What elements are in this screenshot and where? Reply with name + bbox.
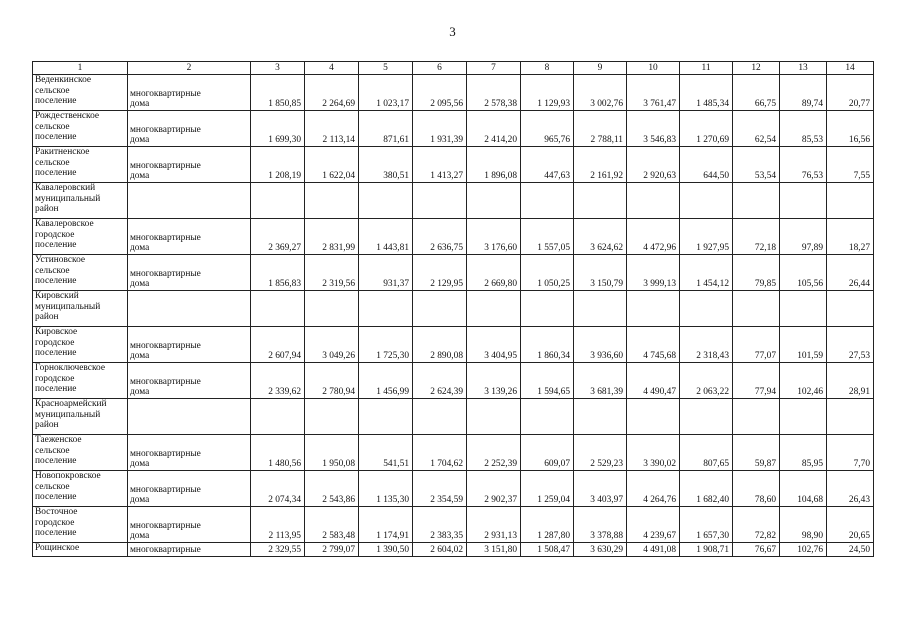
page-number: 3 — [449, 24, 456, 39]
housing-type-line: многоквартирные — [130, 520, 201, 531]
value-cell-col-3 — [251, 399, 305, 435]
value-cell-col-6 — [413, 183, 467, 219]
value-cell-col-3: 2 074,34 — [251, 471, 305, 507]
table-row — [33, 183, 874, 219]
housing-type-line: дома — [130, 495, 150, 506]
value-cell-col-6: 1 413,27 — [413, 147, 467, 183]
column-header-8: 8 — [521, 62, 574, 75]
value-cell-col-10: 4 491,08 — [627, 543, 680, 557]
value-cell-col-7: 3 139,26 — [467, 363, 521, 399]
housing-type-line: дома — [130, 243, 150, 254]
value-cell-col-3: 2 369,27 — [251, 219, 305, 255]
housing-type-line: многоквартирные — [130, 124, 201, 135]
settlement-name-line: поселение — [35, 276, 77, 287]
value-cell-col-6: 1 704,62 — [413, 435, 467, 471]
value-cell-col-13: 105,56 — [780, 255, 827, 291]
housing-type — [128, 507, 251, 543]
value-cell-col-7: 2 669,80 — [467, 255, 521, 291]
value-cell-col-12: 76,67 — [733, 543, 780, 557]
settlement-name-line: сельское — [35, 121, 70, 132]
value-cell-col-3 — [251, 183, 305, 219]
settlement-name-line: поселение — [35, 96, 77, 107]
table-row — [33, 327, 874, 363]
column-header-12: 12 — [733, 62, 780, 75]
value-cell-col-5: 1 023,17 — [359, 75, 413, 111]
value-cell-col-6 — [413, 399, 467, 435]
value-cell-col-12: 77,94 — [733, 363, 780, 399]
value-cell-col-3: 2 329,55 — [251, 543, 305, 557]
value-cell-col-3: 1 208,19 — [251, 147, 305, 183]
value-cell-col-8: 609,07 — [521, 435, 574, 471]
value-cell-col-6: 2 624,39 — [413, 363, 467, 399]
column-header-13: 13 — [780, 62, 827, 75]
value-cell-col-8: 1 557,05 — [521, 219, 574, 255]
value-cell-col-9: 3 002,76 — [574, 75, 627, 111]
settlement-name-line: сельское — [35, 265, 70, 276]
settlement-name-line: Кировское — [35, 327, 78, 337]
value-cell-col-14: 27,53 — [827, 327, 874, 363]
value-cell-col-14: 18,27 — [827, 219, 874, 255]
value-cell-col-12: 72,82 — [733, 507, 780, 543]
value-cell-col-10 — [627, 291, 680, 327]
value-cell-col-11: 1 682,40 — [680, 471, 733, 507]
value-cell-col-6: 2 604,02 — [413, 543, 467, 557]
housing-type — [128, 471, 251, 507]
settlement-name-line: городское — [35, 337, 75, 348]
value-cell-col-9: 3 630,29 — [574, 543, 627, 557]
value-cell-col-11: 1 927,95 — [680, 219, 733, 255]
value-cell-col-9: 2 529,23 — [574, 435, 627, 471]
value-cell-col-14: 28,91 — [827, 363, 874, 399]
value-cell-col-14 — [827, 183, 874, 219]
housing-type-line: дома — [130, 351, 150, 362]
housing-type — [128, 183, 251, 219]
value-cell-col-5: 1 390,50 — [359, 543, 413, 557]
value-cell-col-10: 3 546,83 — [627, 111, 680, 147]
value-cell-col-10: 4 472,96 — [627, 219, 680, 255]
value-cell-col-9: 3 378,88 — [574, 507, 627, 543]
value-cell-col-7: 1 896,08 — [467, 147, 521, 183]
value-cell-col-11: 2 063,22 — [680, 363, 733, 399]
value-cell-col-14: 20,65 — [827, 507, 874, 543]
settlement-name-line: Горноключевское — [35, 363, 106, 373]
settlement-name-line: Устиновское — [35, 255, 86, 265]
settlement-name-line: поселение — [35, 168, 77, 179]
value-cell-col-6: 2 354,59 — [413, 471, 467, 507]
value-cell-col-9: 3 624,62 — [574, 219, 627, 255]
value-cell-col-14 — [827, 291, 874, 327]
value-cell-col-12: 72,18 — [733, 219, 780, 255]
settlement-name-line: городское — [35, 229, 75, 240]
value-cell-col-7: 2 414,20 — [467, 111, 521, 147]
value-cell-col-8: 965,76 — [521, 111, 574, 147]
value-cell-col-4: 2 543,86 — [305, 471, 359, 507]
value-cell-col-4: 3 049,26 — [305, 327, 359, 363]
settlement-name-line: городское — [35, 517, 75, 528]
value-cell-col-12 — [733, 183, 780, 219]
value-cell-col-6: 2 890,08 — [413, 327, 467, 363]
housing-type-line: дома — [130, 135, 150, 146]
value-cell-col-8: 1 508,47 — [521, 543, 574, 557]
column-header-3: 3 — [251, 62, 305, 75]
value-cell-col-13: 101,59 — [780, 327, 827, 363]
value-cell-col-12: 66,75 — [733, 75, 780, 111]
settlement-name — [33, 471, 128, 507]
value-cell-col-10: 4 264,76 — [627, 471, 680, 507]
value-cell-col-9: 3 403,97 — [574, 471, 627, 507]
value-cell-col-13: 97,89 — [780, 219, 827, 255]
housing-type-line: дома — [130, 99, 150, 110]
settlement-name — [33, 255, 128, 291]
value-cell-col-9: 2 788,11 — [574, 111, 627, 147]
table-row — [33, 507, 874, 543]
housing-type-line: многоквартирные — [130, 340, 201, 351]
value-cell-col-3: 1 856,83 — [251, 255, 305, 291]
housing-type — [128, 291, 251, 327]
value-cell-col-13: 104,68 — [780, 471, 827, 507]
value-cell-col-3 — [251, 291, 305, 327]
housing-type-line: дома — [130, 459, 150, 470]
value-cell-col-12: 62,54 — [733, 111, 780, 147]
housing-type-line: многоквартирные — [130, 88, 201, 99]
housing-type — [128, 543, 251, 557]
value-cell-col-8: 447,63 — [521, 147, 574, 183]
value-cell-col-10: 3 390,02 — [627, 435, 680, 471]
settlement-name-line: Кавалеровское — [35, 219, 94, 229]
settlement-name — [33, 543, 128, 557]
table-row — [33, 435, 874, 471]
settlement-name — [33, 399, 128, 435]
value-cell-col-12: 53,54 — [733, 147, 780, 183]
column-header-7: 7 — [467, 62, 521, 75]
column-header-5: 5 — [359, 62, 413, 75]
value-cell-col-3: 1 699,30 — [251, 111, 305, 147]
value-cell-col-9: 3 150,79 — [574, 255, 627, 291]
settlement-name-line: поселение — [35, 456, 77, 467]
value-cell-col-6 — [413, 291, 467, 327]
settlement-name-line: Ракитненское — [35, 147, 90, 157]
settlement-name — [33, 291, 128, 327]
value-cell-col-5: 1 174,91 — [359, 507, 413, 543]
value-cell-col-9: 3 681,39 — [574, 363, 627, 399]
column-header-10: 10 — [627, 62, 680, 75]
housing-type — [128, 111, 251, 147]
column-header-9: 9 — [574, 62, 627, 75]
value-cell-col-8 — [521, 291, 574, 327]
value-cell-col-14: 20,77 — [827, 75, 874, 111]
table-row — [33, 291, 874, 327]
settlement-name — [33, 507, 128, 543]
value-cell-col-11: 1 657,30 — [680, 507, 733, 543]
settlement-name-line: Кавалеровский — [35, 183, 96, 193]
settlement-name-line: Кировский — [35, 291, 79, 301]
value-cell-col-12: 59,87 — [733, 435, 780, 471]
value-cell-col-8: 1 050,25 — [521, 255, 574, 291]
value-cell-col-6: 2 129,95 — [413, 255, 467, 291]
value-cell-col-11: 807,65 — [680, 435, 733, 471]
tariff-table — [32, 61, 874, 557]
value-cell-col-6: 2 636,75 — [413, 219, 467, 255]
housing-type-line: дома — [130, 279, 150, 290]
value-cell-col-14: 16,56 — [827, 111, 874, 147]
housing-type — [128, 255, 251, 291]
settlement-name — [33, 219, 128, 255]
value-cell-col-4: 1 622,04 — [305, 147, 359, 183]
value-cell-col-4: 2 799,07 — [305, 543, 359, 557]
value-cell-col-13: 89,74 — [780, 75, 827, 111]
settlement-name-line: Новопокровское — [35, 471, 101, 481]
settlement-name-line: поселение — [35, 240, 77, 251]
value-cell-col-14: 26,43 — [827, 471, 874, 507]
value-cell-col-13 — [780, 291, 827, 327]
value-cell-col-5: 1 456,99 — [359, 363, 413, 399]
housing-type — [128, 75, 251, 111]
value-cell-col-5: 1 135,30 — [359, 471, 413, 507]
value-cell-col-4: 2 319,56 — [305, 255, 359, 291]
value-cell-col-10: 2 920,63 — [627, 147, 680, 183]
value-cell-col-14: 7,55 — [827, 147, 874, 183]
value-cell-col-10: 3 999,13 — [627, 255, 680, 291]
value-cell-col-4: 2 583,48 — [305, 507, 359, 543]
value-cell-col-5: 1 725,30 — [359, 327, 413, 363]
value-cell-col-4: 2 831,99 — [305, 219, 359, 255]
value-cell-col-7: 3 404,95 — [467, 327, 521, 363]
value-cell-col-11 — [680, 183, 733, 219]
housing-type — [128, 327, 251, 363]
table-row — [33, 75, 874, 111]
value-cell-col-14 — [827, 399, 874, 435]
value-cell-col-8: 1 287,80 — [521, 507, 574, 543]
value-cell-col-11: 644,50 — [680, 147, 733, 183]
column-header-4: 4 — [305, 62, 359, 75]
value-cell-col-5: 1 443,81 — [359, 219, 413, 255]
settlement-name-line: городское — [35, 373, 75, 384]
settlement-name-line: сельское — [35, 85, 70, 96]
value-cell-col-9: 3 936,60 — [574, 327, 627, 363]
value-cell-col-13 — [780, 399, 827, 435]
settlement-name — [33, 435, 128, 471]
value-cell-col-11 — [680, 291, 733, 327]
value-cell-col-11: 2 318,43 — [680, 327, 733, 363]
settlement-name-line: муниципальный — [35, 301, 101, 312]
value-cell-col-5: 380,51 — [359, 147, 413, 183]
value-cell-col-8 — [521, 183, 574, 219]
table-row — [33, 543, 874, 557]
value-cell-col-8 — [521, 399, 574, 435]
housing-type-line: многоквартирные — [130, 448, 201, 459]
value-cell-col-4 — [305, 183, 359, 219]
value-cell-col-8: 1 259,04 — [521, 471, 574, 507]
column-header-11: 11 — [680, 62, 733, 75]
settlement-name-line: поселение — [35, 348, 77, 359]
value-cell-col-7: 2 931,13 — [467, 507, 521, 543]
value-cell-col-6: 2 383,35 — [413, 507, 467, 543]
settlement-name-line: Красноармейский — [35, 399, 107, 409]
value-cell-col-3: 2 607,94 — [251, 327, 305, 363]
value-cell-col-7: 3 176,60 — [467, 219, 521, 255]
settlement-name-line: поселение — [35, 492, 77, 503]
value-cell-col-12: 78,60 — [733, 471, 780, 507]
value-cell-col-3: 2 339,62 — [251, 363, 305, 399]
value-cell-col-5: 931,37 — [359, 255, 413, 291]
settlement-name — [33, 327, 128, 363]
value-cell-col-7 — [467, 291, 521, 327]
value-cell-col-10: 4 745,68 — [627, 327, 680, 363]
settlement-name-line: Веденкинское — [35, 75, 92, 85]
housing-type-line: многоквартирные — [130, 545, 201, 556]
table-row — [33, 399, 874, 435]
value-cell-col-6: 2 095,56 — [413, 75, 467, 111]
value-cell-col-7: 3 151,80 — [467, 543, 521, 557]
value-cell-col-14: 24,50 — [827, 543, 874, 557]
column-header-6: 6 — [413, 62, 467, 75]
value-cell-col-4: 2 264,69 — [305, 75, 359, 111]
value-cell-col-8: 1 860,34 — [521, 327, 574, 363]
settlement-name — [33, 111, 128, 147]
housing-type — [128, 435, 251, 471]
value-cell-col-12 — [733, 399, 780, 435]
settlement-name-line: поселение — [35, 132, 77, 143]
value-cell-col-3: 1 480,56 — [251, 435, 305, 471]
column-header-14: 14 — [827, 62, 874, 75]
value-cell-col-10: 4 239,67 — [627, 507, 680, 543]
table-row — [33, 111, 874, 147]
housing-type-line: дома — [130, 387, 150, 398]
value-cell-col-5 — [359, 291, 413, 327]
value-cell-col-13: 102,46 — [780, 363, 827, 399]
value-cell-col-14: 7,70 — [827, 435, 874, 471]
value-cell-col-12: 79,85 — [733, 255, 780, 291]
value-cell-col-7: 2 578,38 — [467, 75, 521, 111]
settlement-name-line: район — [35, 204, 59, 215]
column-header-2: 2 — [128, 62, 251, 75]
value-cell-col-9 — [574, 183, 627, 219]
housing-type — [128, 147, 251, 183]
settlement-name-line: муниципальный — [35, 193, 101, 204]
value-cell-col-3: 2 113,95 — [251, 507, 305, 543]
settlement-name-line: Восточное — [35, 507, 78, 517]
value-cell-col-9: 2 161,92 — [574, 147, 627, 183]
value-cell-col-9 — [574, 291, 627, 327]
housing-type-line: многоквартирные — [130, 484, 201, 495]
value-cell-col-4: 2 780,94 — [305, 363, 359, 399]
value-cell-col-13: 76,53 — [780, 147, 827, 183]
value-cell-col-13: 98,90 — [780, 507, 827, 543]
settlement-name-line: поселение — [35, 384, 77, 395]
value-cell-col-4 — [305, 291, 359, 327]
settlement-name — [33, 183, 128, 219]
value-cell-col-12: 77,07 — [733, 327, 780, 363]
value-cell-col-14: 26,44 — [827, 255, 874, 291]
value-cell-col-13 — [780, 183, 827, 219]
value-cell-col-10 — [627, 399, 680, 435]
value-cell-col-9 — [574, 399, 627, 435]
header-row — [33, 62, 874, 75]
value-cell-col-11: 1 270,69 — [680, 111, 733, 147]
settlement-name-line: сельское — [35, 157, 70, 168]
value-cell-col-12 — [733, 291, 780, 327]
settlement-name-line: поселение — [35, 528, 77, 539]
value-cell-col-10: 3 761,47 — [627, 75, 680, 111]
value-cell-col-13: 85,95 — [780, 435, 827, 471]
housing-type-line: многоквартирные — [130, 160, 201, 171]
settlement-name-line: район — [35, 312, 59, 323]
housing-type-line: дома — [130, 171, 150, 182]
value-cell-col-13: 102,76 — [780, 543, 827, 557]
value-cell-col-5: 871,61 — [359, 111, 413, 147]
value-cell-col-5 — [359, 183, 413, 219]
table-row — [33, 471, 874, 507]
settlement-name — [33, 75, 128, 111]
settlement-name — [33, 147, 128, 183]
value-cell-col-11 — [680, 399, 733, 435]
value-cell-col-6: 1 931,39 — [413, 111, 467, 147]
value-cell-col-4: 2 113,14 — [305, 111, 359, 147]
value-cell-col-8: 1 594,65 — [521, 363, 574, 399]
table-row — [33, 255, 874, 291]
value-cell-col-4 — [305, 399, 359, 435]
settlement-name-line: Рождественское — [35, 111, 100, 121]
housing-type-line: многоквартирные — [130, 376, 201, 387]
column-header-1: 1 — [33, 62, 128, 75]
value-cell-col-10: 4 490,47 — [627, 363, 680, 399]
value-cell-col-5 — [359, 399, 413, 435]
housing-type-line: дома — [130, 531, 150, 542]
settlement-name-line: сельское — [35, 481, 70, 492]
value-cell-col-11: 1 485,34 — [680, 75, 733, 111]
value-cell-col-11: 1 454,12 — [680, 255, 733, 291]
settlement-name-line: Рощинское — [35, 543, 80, 553]
housing-type — [128, 219, 251, 255]
value-cell-col-7 — [467, 183, 521, 219]
housing-type-line: многоквартирные — [130, 232, 201, 243]
value-cell-col-5: 541,51 — [359, 435, 413, 471]
value-cell-col-7 — [467, 399, 521, 435]
housing-type-line: многоквартирные — [130, 268, 201, 279]
value-cell-col-11: 1 908,71 — [680, 543, 733, 557]
housing-type — [128, 399, 251, 435]
table-row — [33, 363, 874, 399]
value-cell-col-13: 85,53 — [780, 111, 827, 147]
settlement-name-line: муниципальный — [35, 409, 101, 420]
value-cell-col-10 — [627, 183, 680, 219]
value-cell-col-7: 2 252,39 — [467, 435, 521, 471]
housing-type — [128, 363, 251, 399]
value-cell-col-3: 1 850,85 — [251, 75, 305, 111]
value-cell-col-7: 2 902,37 — [467, 471, 521, 507]
settlement-name — [33, 363, 128, 399]
value-cell-col-4: 1 950,08 — [305, 435, 359, 471]
settlement-name-line: сельское — [35, 445, 70, 456]
table-row — [33, 219, 874, 255]
settlement-name-line: район — [35, 420, 59, 431]
value-cell-col-8: 1 129,93 — [521, 75, 574, 111]
table-row — [33, 147, 874, 183]
settlement-name-line: Таеженское — [35, 435, 82, 445]
